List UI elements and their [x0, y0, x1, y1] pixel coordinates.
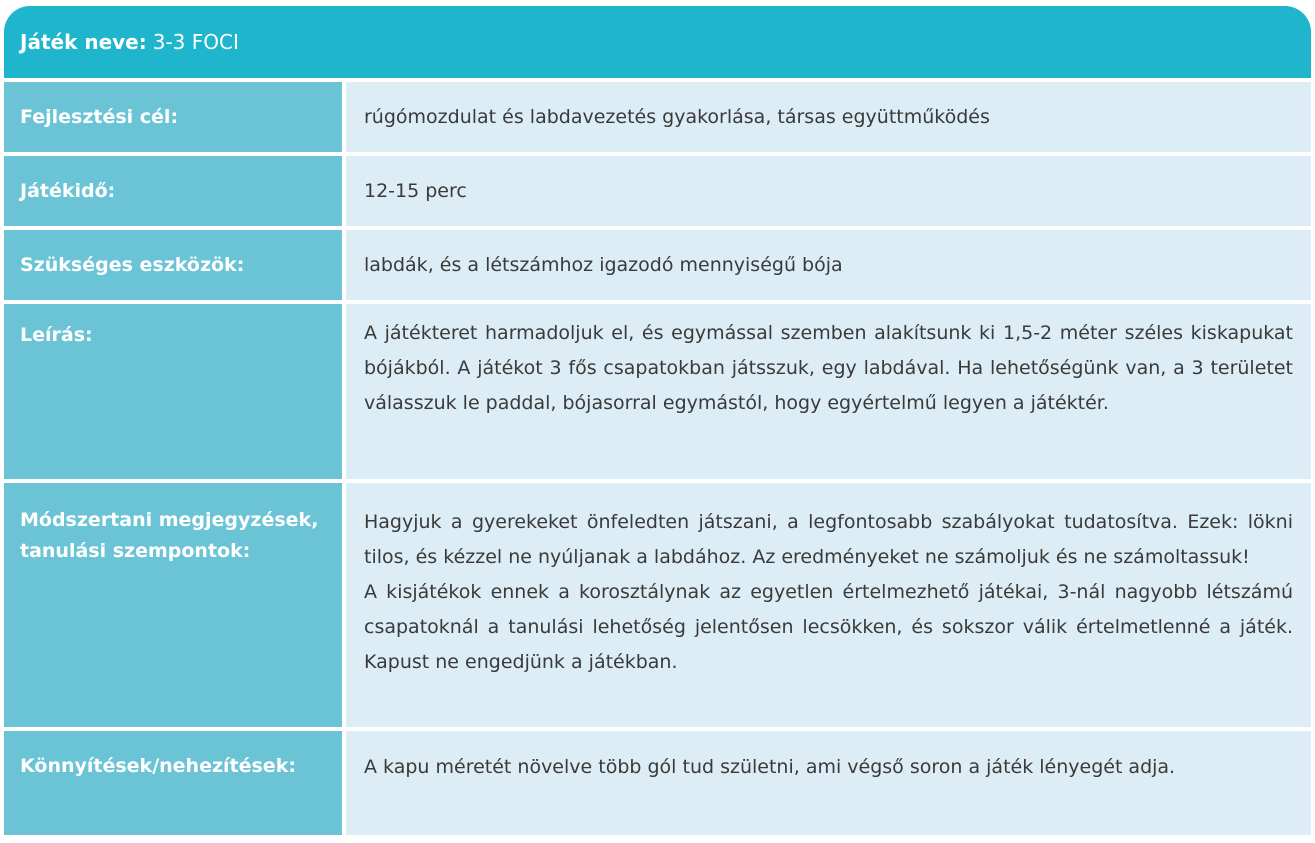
row-value-variations	[346, 731, 1311, 835]
row-methodology	[4, 483, 1311, 727]
game-name-value: 3-3 FOCI	[152, 30, 239, 54]
description-text: A játékteret harmadoljuk el, és egymással szemben alakítsunk ki 1,5-2 méter széles kiskapukat bójákból. A játékot 3 fős csapatokban játsszuk, egy labdával. Ha lehetőségünk van, a 3 területet válasszuk le paddal, bójasorral egymástól, hogy egyértelmű legyen a játéktér.	[364, 322, 1293, 414]
row-value-methodology	[346, 483, 1311, 727]
row-value-equipment	[346, 230, 1311, 300]
card-header	[4, 6, 1311, 78]
row-goal	[4, 82, 1311, 152]
variations-text: A kapu méretét növelve több gól tud születni, ami végső soron a játék lényegét adja.	[364, 756, 1176, 778]
row-label-duration: Játékidő:	[4, 156, 342, 226]
equipment-text: labdák, és a létszámhoz igazodó mennyiségű bója	[364, 253, 843, 276]
row-equipment	[4, 230, 1311, 300]
row-variations	[4, 731, 1311, 835]
goal-text: rúgómozdulat és labdavezetés gyakorlása, társas együttműködés	[364, 105, 990, 128]
row-label-variations: Könnyítések/nehezítések:	[4, 731, 342, 835]
row-label-goal: Fejlesztési cél:	[4, 82, 342, 152]
row-value-description	[346, 304, 1311, 479]
row-description	[4, 304, 1311, 479]
row-label-description: Leírás:	[4, 304, 342, 479]
methodology-paragraph-2: A kisjátékok ennek a korosztálynak az egyetlen értelmezhető játékai, 3-nál nagyobb létszámú csapatoknál a tanulási lehetőség jelentősen lecsökken, és sokszor válik értelmetlenné a játék. Kapust ne engedjünk a játékban.	[364, 581, 1293, 673]
row-label-methodology: Módszertani megjegyzések, tanulási szempontok:	[4, 483, 342, 727]
row-duration	[4, 156, 1311, 226]
game-name-label: Játék neve:	[20, 30, 147, 54]
row-value-duration	[346, 156, 1311, 226]
game-card	[4, 6, 1311, 835]
row-label-equipment: Szükséges eszközök:	[4, 230, 342, 300]
duration-text: 12-15 perc	[364, 179, 467, 202]
row-value-goal	[346, 82, 1311, 152]
methodology-paragraph-1: Hagyjuk a gyerekeket önfeledten játszani, a legfontosabb szabályokat tudatosítva. Ezek: lökni tilos, és kézzel ne nyúljanak a labdához. Az eredményeket ne számoljuk és ne számoltassuk!	[364, 511, 1293, 568]
